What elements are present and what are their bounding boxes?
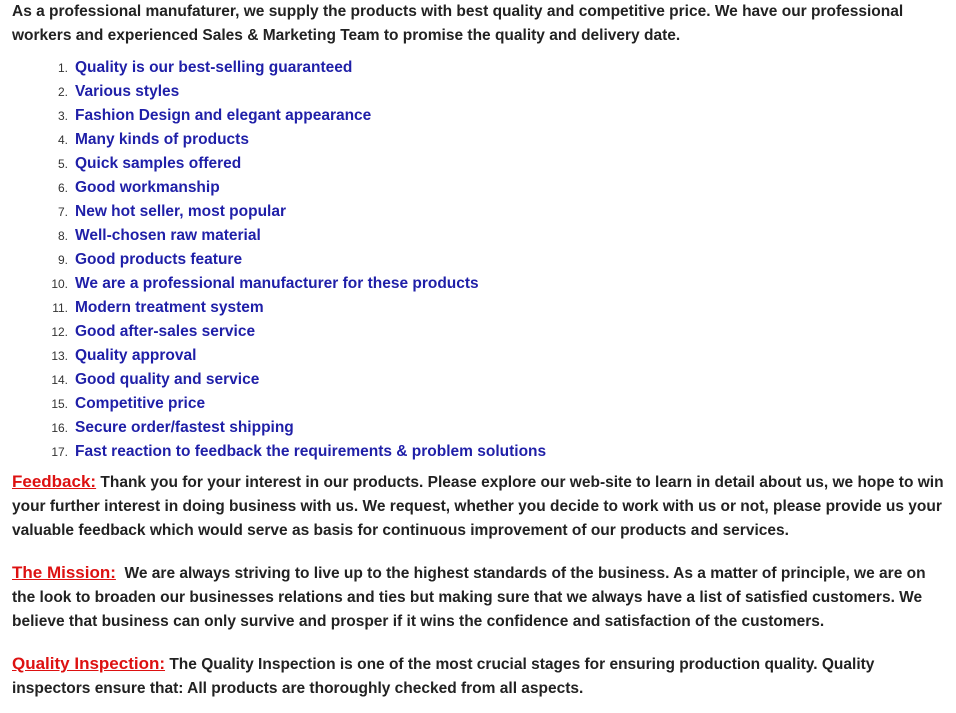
- feedback-heading: Feedback:: [12, 472, 97, 491]
- list-item-text: Good workmanship: [75, 179, 220, 196]
- list-item-text: Competitive price: [75, 395, 206, 412]
- list-number: 7.: [57, 205, 68, 219]
- list-item-text: We are a professional manufacturer for these products: [75, 275, 479, 292]
- list-item-text: Secure order/fastest shipping: [75, 419, 294, 436]
- list-item-text: Fashion Design and elegant appearance: [75, 107, 372, 124]
- list-item: [12, 272, 944, 296]
- list-item-text: New hot seller, most popular: [75, 203, 287, 220]
- list-item-text: Fast reaction to feedback the requirements & problem solutions: [75, 443, 547, 460]
- list-number: 5.: [57, 157, 68, 171]
- list-item: [12, 56, 944, 80]
- list-item: [12, 152, 944, 176]
- list-number: 6.: [57, 181, 68, 195]
- list-item-text: Quality approval: [75, 347, 197, 364]
- intro-paragraph: As a professional manufaturer, we supply the products with best quality and competitive price. We have our professional workers and experienced Sales & Marketing Team to promise the quality and delivery date.: [12, 3, 904, 44]
- list-item-text: Quick samples offered: [75, 155, 242, 172]
- list-item: [12, 248, 944, 272]
- mission-body: We are always striving to live up to the highest standards of the business. As a matter of principle, we are on the look to broaden our businesses relations and ties but making sure that we always have a list of satisfied customers. We believe that business can only survive and prosper if it wins the confidence and satisfaction of the customers.: [12, 565, 926, 630]
- list-item-text: Many kinds of products: [75, 131, 249, 148]
- list-item-text: Good products feature: [75, 251, 243, 268]
- list-number: 8.: [57, 229, 68, 243]
- feedback-body: Thank you for your interest in our products. Please explore our web-site to learn in detail about us, we hope to win your further interest in doing business with us. We request, whether you decide to work with us or not, please provide us your valuable feedback which would serve as basis for continuous improvement of our products and services.: [12, 474, 944, 539]
- list-item: [12, 368, 944, 392]
- list-item-text: Quality is our best-selling guaranteed: [75, 59, 353, 76]
- list-item: [12, 104, 944, 128]
- list-item: [12, 224, 944, 248]
- list-item: [12, 344, 944, 368]
- list-item: [12, 200, 944, 224]
- list-number: 11.: [52, 301, 68, 315]
- list-number: 4.: [57, 133, 68, 147]
- list-number: 13.: [51, 349, 68, 363]
- list-number: 14.: [51, 373, 68, 387]
- list-number: 15.: [51, 397, 68, 411]
- list-number: 17.: [51, 445, 68, 459]
- list-number: 16.: [51, 421, 68, 435]
- mission-section: [12, 561, 944, 634]
- quality-inspection-section: [12, 652, 944, 701]
- features-list: [12, 56, 944, 464]
- list-item-text: Various styles: [75, 83, 180, 100]
- list-item-text: Good quality and service: [75, 371, 260, 388]
- quality-inspection-body: The Quality Inspection is one of the most crucial stages for ensuring production quality. Quality inspectors ensure that: All products are thoroughly checked from all aspects.: [12, 656, 875, 697]
- list-item: [12, 80, 944, 104]
- list-item: [12, 440, 944, 464]
- list-item: [12, 320, 944, 344]
- list-item-text: Modern treatment system: [75, 299, 264, 316]
- mission-heading: The Mission:: [12, 563, 116, 582]
- list-number: 10.: [51, 277, 68, 291]
- list-item-text: Well-chosen raw material: [75, 227, 261, 244]
- list-number: 12.: [51, 325, 68, 339]
- list-number: 3.: [57, 109, 68, 123]
- quality-inspection-heading: Quality Inspection:: [12, 654, 166, 673]
- list-item: [12, 416, 944, 440]
- list-item: [12, 176, 944, 200]
- list-item: [12, 296, 944, 320]
- feedback-section: [12, 470, 944, 543]
- list-number: 9.: [57, 253, 68, 267]
- list-number: 2.: [57, 85, 68, 99]
- list-number: 1.: [57, 61, 68, 75]
- list-item: [12, 392, 944, 416]
- list-item: [12, 128, 944, 152]
- list-item-text: Good after-sales service: [75, 323, 256, 340]
